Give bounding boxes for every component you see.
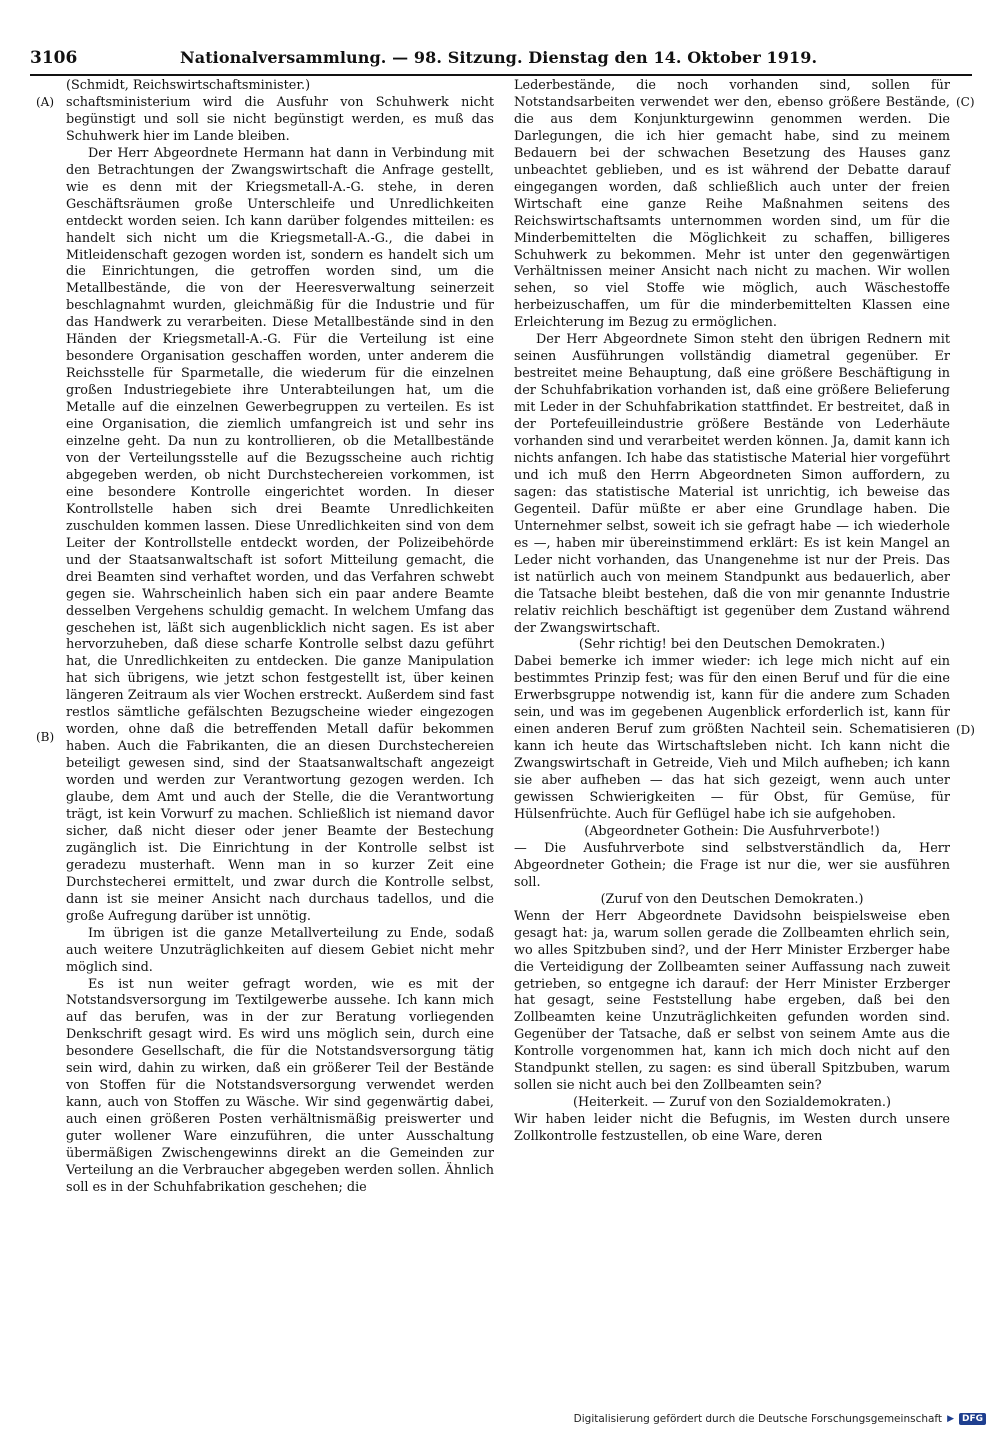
paragraph: Der Herr Abgeordnete Hermann hat dann in Verbindung mit den Betrachtungen der Zwangswirtschaft die Anfrage gestellt, wie es denn mit der Kriegsmetall-A.-G. stehe, in deren Geschäftsräumen große Unterschleife und Unredlichkeiten entdeckt worden seien. Ich kann darüber folgendes mitteilen: es handelt sich nicht um die Kriegsmetall-A.-G., die dabei in Mitleidenschaft gezogen worden ist, sondern es handelt sich um die Einrichtungen, die getroffen worden sind, um die Metallbestände, die von der Heeresverwaltung seinerzeit beschlagnahmt wurden, gleichmäßig für die Industrie und für das Handwerk zu verarbeiten. Diese Metallbestände sind in den Händen der Kriegsmetall-A.-G. Für die Verteilung ist eine besondere Organisation geschaffen worden, unter anderem die Reichsstelle für Sparmetalle, die wiederum für die einzelnen großen Industriegebiete ihre Unterabteilungen hat, um die Metalle auf die einzelnen Gewerbegruppen zu verteilen. Es ist eine Organisation, die ziemlich umfangreich ist und sehr ins einzelne geht. Da nun zu kontrollieren, ob die Metallbestände von der Verteilungsstelle auf die Bezugsscheine auch richtig abgegeben werden, ob nicht Durchstechereien vorkommen, ist eine besondere Kontrolle eingerichtet worden. In dieser Kontrollstelle haben sich drei Beamte Unredlichkeiten zuschulden kommen lassen. Diese Unredlichkeiten sind von dem Leiter der Kontrollstelle entdeckt worden, der Polizeibehörde und der Staatsanwaltschaft ist sofort Mitteilung gemacht, die drei Beamten sind verhaftet worden, und das Verfahren schwebt gegen sie. Wahrscheinlich haben sich ein paar andere Beamte desselben Vergehens schuldig gemacht. In welchem Umfang das geschehen ist, läßt sich augenblicklich nicht sagen. Es ist aber hervorzuheben, daß diese scharfe Kontrolle selbst dazu geführt hat, die Unredlichkeiten zu entdecken. Die ganze Manipulation hat sich übrigens, wie jetzt schon festgestellt ist, über keinen längeren Zeitraum als vier Wochen erstreckt. Außerdem sind fast restlos sämtliche gefälschten Bezugscheine wieder eingezogen worden, ohne daß die betreffenden Metall dafür bekommen haben. Auch die Fabrikanten, die an diesen Durchstechereien beteiligt gewesen sind, sind der Staatsanwaltschaft angezeigt worden und werden zur Verantwortung gezogen werden. Ich glaube, dem Amt und auch der Stelle, die die Verantwortung trägt, ist kein Vorwurf zu machen. Schließlich ist niemand davor sicher, daß nicht dieser oder jener Beamte der Bestechung zugänglich ist. Die Einrichtung in der Kontrolle selbst ist geradezu musterhaft. Wenn man in so kurzer Zeit eine Durchstecherei ermittelt, und zwar durch die Kontrolle selbst, dann ist sie meiner Ansicht nach durchaus tadellos, und die große Aufregung darüber ist unnötig. (66, 145, 494, 924)
dfg-logo: DFG (959, 1413, 986, 1425)
paragraph: Im übrigen ist die ganze Metallverteilung zu Ende, sodaß auch weitere Unzuträglichkeiten auf diesem Gebiet nicht mehr möglich sind. (66, 925, 494, 975)
speaker-caption: (Schmidt, Reichswirtschaftsminister.) (66, 78, 311, 93)
paragraph: Dabei bemerke ich immer wieder: ich lege mich nicht auf ein bestimmtes Prinzip fest; was für den einen Beruf und für die eine Erwerbsgruppe notwendig ist, kann für die andere zum Schaden sein, und was im gegebenen Augenblick erforderlich ist, kann für einen anderen Beruf zum größten Nachteil sein. Schematisieren kann ich heute das Wirtschaftsleben nicht. Ich kann nicht die Zwangswirtschaft in Getreide, Vieh und Milch aufheben; ich kann sie aber aufheben — das hat sich gezeigt, wenn auch unter gewissen Schwierigkeiten — für Obst, für Gemüse, für Hülsenfrüchte. Auch für Geflügel habe ich sie aufgehoben. (514, 654, 950, 822)
paragraph: Wenn der Herr Abgeordnete Davidsohn beispielsweise eben gesagt hat: ja, warum sollen gerade die Zollbeamten ehrlich sein, wo alles Spitzbuben sind?, und der Herr Minister Erzberger habe die Verteidigung der Zollbeamten seiner Auffassung nach zuweit getrieben, so entgegne ich darauf: der Herr Minister Erzberger hat gesagt, seine Feststellung habe ergeben, daß bei den Zollbeamten keine Unzuträglichkeiten gefunden worden sind. Gegenüber der Tatsache, daß er selbst von seinem Amte aus die Kontrolle vorgenommen hat, kann ich mich doch nicht auf den Standpunkt stellen, zu sagen: es sind überall Spitzbuben, warum sollen sie nicht auch bei den Zollbeamten sein? (514, 908, 950, 1094)
interjection: (Heiterkeit. — Zuruf von den Sozialdemokraten.) (573, 1095, 891, 1111)
paragraph: Lederbestände, die noch vorhanden sind, sollen für Notstandsarbeiten verwendet wer den, ebenso größere Bestände, die aus dem Konjunkturgewinn genommen werden. Die Darlegungen, die ich hier gemacht habe, sind zu meinem Bedauern bei der schwachen Besetzung des Hauses ganz unbeachtet geblieben, und es ist während der Debatte darauf eingegangen worden, daß schließlich auch unter der freien Wirtschaft eine ganze Reihe Maßnahmen seitens des Reichswirtschaftsamts unternommen worden sind, um für die Minderbemittelten die Möglichkeit zu schaffen, billigeres Schuhwerk zu bekommen. Mehr ist unter den gegenwärtigen Verhältnissen meiner Ansicht nach nicht zu machen. Wir wollen sehen, so viel Stoffe wie möglich, auch Wäschestoffe herbeizuschaffen, um für die minderbemittelten Klassen eine Erleichterung im Bezug zu ermöglichen. (514, 78, 950, 331)
paragraph: Der Herr Abgeordnete Simon steht den übrigen Rednern mit seinen Ausführungen vollständig diametral gegenüber. Er bestreitet meine Behauptung, daß eine größere Beschäftigung in der Schuhfabrikation vorhanden ist, daß eine größere Belieferung mit Leder in der Schuhfabrikation stattfindet. Er bestreitet, daß in der Portefeuilleindustrie größere Bestände von Lederhäute vorhanden sind und verarbeitet werden können. Ja, damit kann ich nichts anfangen. Ich habe das statistische Material hier vorgeführt und ich muß den Herrn Abgeordneten Simon auffordern, zu sagen: das statistische Material ist unrichtig, ich beweise das Gegenteil. Dafür müßte er aber eine Grundlage haben. Die Unternehmer selbst, soweit ich sie gefragt habe — ich wiederhole es —, haben mir übereinstimmend erklärt: Es ist kein Mangel an Leder nicht vorhanden, das Unangenehme ist nur der Preis. Das ist natürlich auch von meinem Standpunkt aus bedauerlich, aber die Tatsache bleibt bestehen, daß die von mir genannte Industrie relativ reichlich beschäftigt ist gegenüber dem Zustand während der Zwangswirtschaft. (514, 332, 950, 636)
arrow-right-icon: ▶ (947, 1414, 954, 1424)
interjection: (Sehr richtig! bei den Deutschen Demokraten.) (578, 637, 886, 653)
running-head: Nationalversammlung. — 98. Sitzung. Dienstag den 14. Oktober 1919. (180, 48, 818, 67)
interjection: (Abgeordneter Gothein: Die Ausfuhrverbote!) (584, 823, 880, 839)
paragraph: Wir haben leider nicht die Befugnis, im Westen durch unsere Zollkontrolle festzustellen, ob eine Ware, deren (514, 1112, 950, 1145)
margin-marker-d: (D) (956, 723, 975, 737)
page-number: 3106 (30, 48, 78, 68)
page-header (30, 48, 972, 72)
margin-marker-b: (B) (36, 730, 55, 744)
interjection: (Zuruf von den Deutschen Demokraten.) (600, 891, 864, 907)
paragraph: Es ist nun weiter gefragt worden, wie es mit der Notstandsversorgung im Textilgewerbe aussehe. Ich kann mich auf das berufen, was in der zur Beratung vorliegenden Denkschrift gesagt wird. Es wird uns möglich sein, durch eine besondere Gesellschaft, die für die Notstandsversorgung tätig sein wird, dahin zu wirken, daß ein größerer Teil der Bestände von Stoffen für die Notstandsversorgung verwendet werden kann, auch von Stoffen zu Wäsche. Wir sind gegenwärtig dabei, auch einen größeren Posten verhältnismäßig preiswerter und guter wollener Ware einzuführen, die unter Ausschaltung übermäßigen Zwischengewinns direkt an die Gemeinden zur Verteilung an die Verbraucher abgegeben werden sollen. Ähnlich soll es in der Schuhfabrikation geschehen; die (66, 976, 494, 1195)
left-column (66, 78, 494, 1197)
header-rule (30, 74, 972, 76)
footer-credit (574, 1411, 986, 1427)
margin-marker-c: (C) (956, 95, 975, 109)
margin-marker-a: (A) (36, 95, 55, 109)
paragraph: — Die Ausfuhrverbote sind selbstverständlich da, Herr Abgeordneter Gothein; die Frage ist nur die, wer sie ausführen soll. (514, 840, 950, 890)
right-column (514, 78, 950, 1146)
paragraph: schaftsministerium wird die Ausfuhr von Schuhwerk nicht begünstigt und soll sie nicht begünstigt werden, es muß das Schuhwerk hier im Lande bleiben. (66, 94, 494, 144)
footer-text: Digitalisierung gefördert durch die Deutsche Forschungsgemeinschaft (573, 1413, 943, 1425)
